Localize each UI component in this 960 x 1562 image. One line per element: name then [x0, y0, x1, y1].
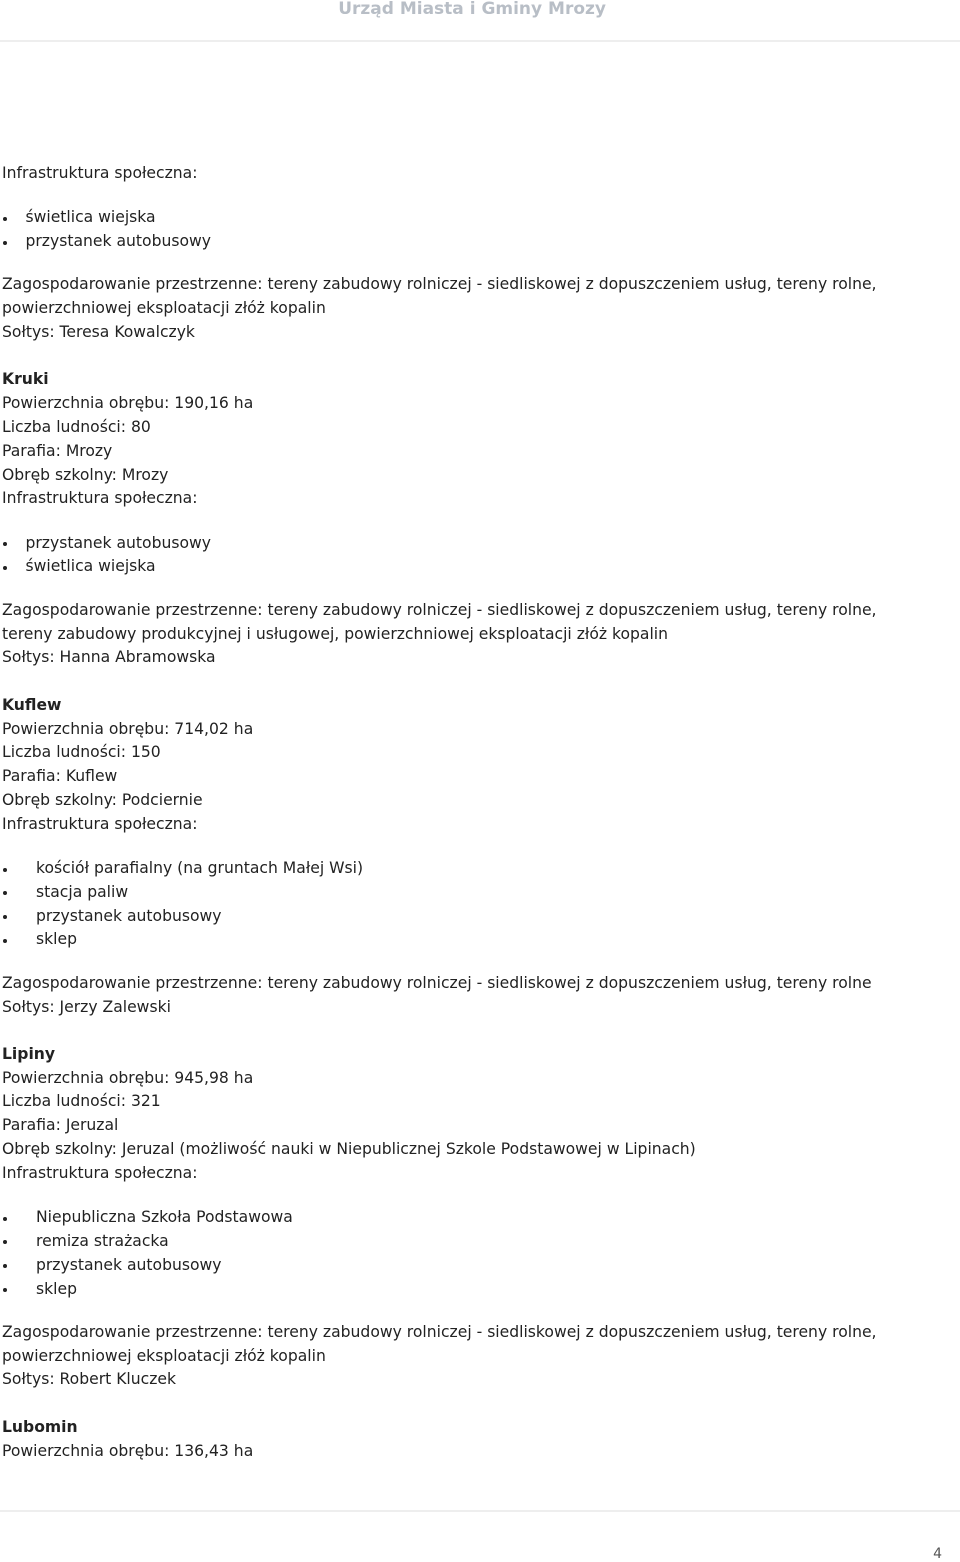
- list-item: kościół parafialny (na gruntach Małej Wsi): [2, 857, 942, 881]
- list-item: przystanek autobusowy: [2, 532, 942, 556]
- list-item: stacja paliw: [2, 881, 942, 905]
- obreb-text: Obręb szkolny: Podciernie: [2, 790, 203, 809]
- section-kuflew: [2, 694, 942, 1020]
- ludnosc-text: Liczba ludności: 150: [2, 743, 161, 762]
- section-title: Lubomin: [2, 1417, 78, 1436]
- soltys-text: Sołtys: Teresa Kowalczyk: [2, 322, 195, 341]
- infra-label: Infrastruktura społeczna:: [2, 814, 198, 833]
- ludnosc-text: Liczba ludności: 321: [2, 1092, 161, 1111]
- section-title: Kuflew: [2, 695, 62, 714]
- powierzchnia-text: Powierzchnia obrębu: 945,98 ha: [2, 1068, 254, 1087]
- powierzchnia-text: Powierzchnia obrębu: 136,43 ha: [2, 1441, 254, 1460]
- infra-list: [2, 186, 942, 274]
- zagospodarowanie-text: Zagospodarowanie przestrzenne: tereny zabudowy rolniczej - siedliskowej z dopuszczeniem usług, tereny rolne,: [2, 1322, 877, 1341]
- zagospodarowanie-text: Zagospodarowanie przestrzenne: tereny zabudowy rolniczej - siedliskowej z dopuszczeniem usług, tereny rolne,: [2, 600, 877, 619]
- page-header-title: Urząd Miasta i Gminy Mrozy: [338, 0, 606, 19]
- section-lipiny: [2, 1043, 942, 1392]
- list-item: przystanek autobusowy: [2, 1254, 942, 1278]
- list-item: świetlica wiejska: [2, 555, 942, 579]
- zagospodarowanie-text: Zagospodarowanie przestrzenne: tereny zabudowy rolniczej - siedliskowej z dopuszczeniem usług, tereny rolne,: [2, 275, 877, 294]
- zagospodarowanie-text: powierzchniowej eksploatacji złóż kopalin: [2, 299, 326, 318]
- list-item: przystanek autobusowy: [2, 905, 942, 929]
- parafia-text: Parafia: Kuflew: [2, 767, 118, 786]
- infra-list: [2, 837, 942, 972]
- zagospodarowanie-text: Zagospodarowanie przestrzenne: tereny zabudowy rolniczej - siedliskowej z dopuszczeniem usług, tereny rolne: [2, 973, 872, 992]
- infra-label: Infrastruktura społeczna:: [2, 489, 198, 508]
- obreb-text: Obręb szkolny: Mrozy: [2, 465, 169, 484]
- section-title: Kruki: [2, 370, 49, 389]
- section-lubomin: [2, 1416, 942, 1464]
- powierzchnia-text: Powierzchnia obrębu: 190,16 ha: [2, 394, 254, 413]
- list-item: sklep: [2, 928, 942, 952]
- list-item: świetlica wiejska: [2, 206, 942, 230]
- list-item: remiza strażacka: [2, 1230, 942, 1254]
- page-footer: [0, 1510, 960, 1562]
- soltys-text: Sołtys: Jerzy Zalewski: [2, 997, 171, 1016]
- soltys-text: Sołtys: Robert Kluczek: [2, 1370, 177, 1389]
- intro-section: [2, 162, 942, 345]
- section-kruki: [2, 368, 942, 670]
- list-item: Niepubliczna Szkoła Podstawowa: [2, 1206, 942, 1230]
- parafia-text: Parafia: Mrozy: [2, 441, 113, 460]
- infra-label: Infrastruktura społeczna:: [2, 1163, 198, 1182]
- page-number: 4: [933, 1546, 942, 1562]
- page-header: [0, 0, 960, 42]
- parafia-text: Parafia: Jeruzal: [2, 1116, 119, 1135]
- zagospodarowanie-text: tereny zabudowy produkcyjnej i usługowej, powierzchniowej eksploatacji złóż kopalin: [2, 624, 669, 643]
- ludnosc-text: Liczba ludności: 80: [2, 417, 151, 436]
- zagospodarowanie-text: powierzchniowej eksploatacji złóż kopalin: [2, 1346, 326, 1365]
- powierzchnia-text: Powierzchnia obrębu: 714,02 ha: [2, 719, 254, 738]
- soltys-text: Sołtys: Hanna Abramowska: [2, 648, 216, 667]
- document-content: [2, 162, 942, 1487]
- obreb-text: Obręb szkolny: Jeruzal (możliwość nauki w Niepublicznej Szkole Podstawowej w Lipinach): [2, 1140, 696, 1159]
- list-item: przystanek autobusowy: [2, 230, 942, 254]
- section-title: Lipiny: [2, 1044, 56, 1063]
- infra-list: [2, 511, 942, 599]
- infra-label: Infrastruktura społeczna:: [2, 164, 198, 182]
- list-item: sklep: [2, 1278, 942, 1302]
- infra-list: [2, 1186, 942, 1321]
